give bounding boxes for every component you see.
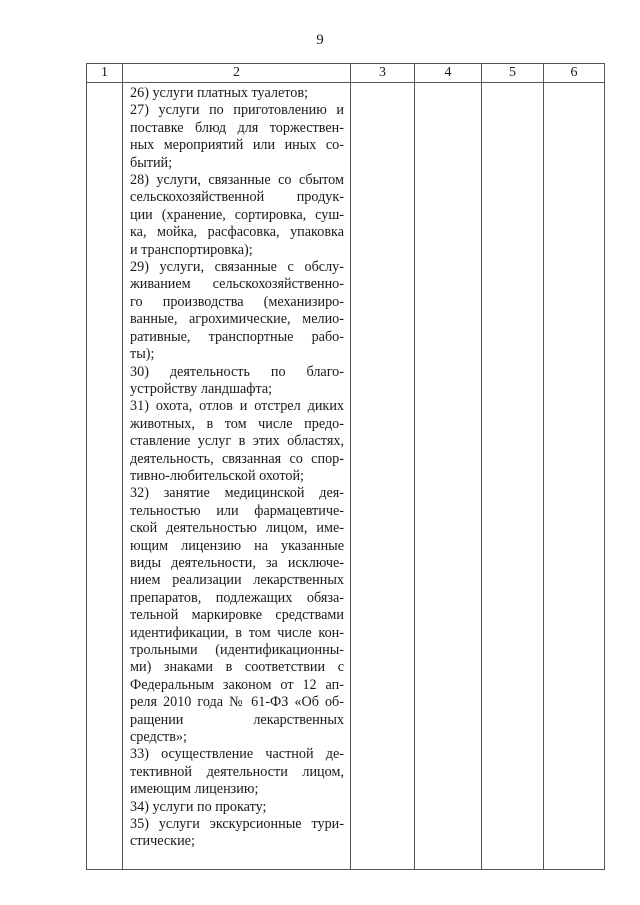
list-item-line: ющим лицензию на указанные xyxy=(130,537,344,554)
list-item-line: Федеральным законом от 12 ап- xyxy=(130,676,344,693)
cell-col-5 xyxy=(482,83,544,870)
list-item-line: виды деятельности, за исключе- xyxy=(130,554,344,571)
list-item-line: нием реализации лекарственных xyxy=(130,572,344,589)
column-header-5: 5 xyxy=(482,64,544,83)
list-item-line: имеющим лицензию; xyxy=(130,781,259,798)
list-item-line: ративные, транспортные рабо- xyxy=(130,328,344,345)
list-item xyxy=(130,172,344,259)
list-item-line: ставление услуг в этих областях, xyxy=(130,433,344,450)
list-item-line: тельностью или фармацевтиче- xyxy=(130,502,344,519)
list-item-line: поставке блюд для торжествен- xyxy=(130,119,344,136)
list-item-line: тивно-любительской охотой; xyxy=(130,467,304,484)
column-header-2: 2 xyxy=(123,64,351,83)
list-item-line: средств»; xyxy=(130,729,187,746)
list-item-line: 28) услуги, связанные со сбытом xyxy=(130,172,344,189)
column-header-3: 3 xyxy=(351,64,415,83)
cell-col-1 xyxy=(87,83,123,870)
document-table xyxy=(86,63,605,870)
list-item-line: трольными (идентификационны- xyxy=(130,642,344,658)
table-header-row xyxy=(87,64,605,83)
cell-col-6 xyxy=(544,83,605,870)
list-item-line: 26) услуги платных туалетов; xyxy=(130,85,309,101)
list-item xyxy=(130,799,344,816)
list-item-line: ми) знаками в соответствии с xyxy=(130,659,344,676)
list-item-line: стические; xyxy=(130,833,195,850)
table-row xyxy=(87,83,605,870)
list-item-line: ты); xyxy=(130,346,155,363)
list-item-line: ванные, агрохимические, мелио- xyxy=(130,311,344,328)
list-item-line: 31) охота, отлов и отстрел диких xyxy=(130,398,344,415)
list-item-line: живанием сельскохозяйственно- xyxy=(130,276,344,293)
cell-col-2 xyxy=(123,83,351,870)
list-item xyxy=(130,102,344,172)
list-item-line: 34) услуги по прокату; xyxy=(130,798,267,815)
list-item-line: реля 2010 года № 61-ФЗ «Об об- xyxy=(130,694,344,711)
list-item-line: идентификации, в том числе кон- xyxy=(130,624,344,641)
list-item-line: ции (хранение, сортировка, суш- xyxy=(130,206,344,223)
list-item-line: и транспортировка); xyxy=(130,241,253,258)
list-item-line: устройству ландшафта; xyxy=(130,380,273,397)
list-item-line: 27) услуги по приготовлению и xyxy=(130,102,344,119)
column-header-1: 1 xyxy=(87,64,123,83)
list-item-line: препаратов, подлежащих обяза- xyxy=(130,589,344,606)
list-item-line: 30) деятельность по благо- xyxy=(130,363,344,380)
list-item-line: 35) услуги экскурсионные тури- xyxy=(130,816,344,833)
list-item-line: тельной маркировке средствами xyxy=(130,607,344,624)
list-item xyxy=(130,85,344,102)
list-item-line: ка, мойка, расфасовка, упаковка xyxy=(130,224,344,241)
list-item xyxy=(130,398,344,485)
cell-col-4 xyxy=(415,83,482,870)
list-item-line: 29) услуги, связанные с обслу- xyxy=(130,259,344,276)
list-item-line: 32) занятие медицинской дея- xyxy=(130,485,344,502)
list-item-line: ных мероприятий или иных со- xyxy=(130,137,344,154)
list-item xyxy=(130,364,344,399)
column-header-6: 6 xyxy=(544,64,605,83)
services-list xyxy=(123,83,350,851)
list-item-line: тективной деятельности лицом, xyxy=(130,763,344,780)
list-item-line: бытий; xyxy=(130,154,173,171)
list-item-line: 33) осуществление частной де- xyxy=(130,746,344,763)
list-item-line: ской деятельностью лицом, име- xyxy=(130,520,344,537)
list-item-line: ращении лекарственных xyxy=(130,711,344,728)
list-item xyxy=(130,485,344,746)
list-item-line: сельскохозяйственной продук- xyxy=(130,189,344,206)
list-item xyxy=(130,816,344,851)
column-header-4: 4 xyxy=(415,64,482,83)
list-item-line: го производства (механизиро- xyxy=(130,293,344,310)
cell-col-3 xyxy=(351,83,415,870)
page-number: 9 xyxy=(316,32,324,48)
list-item-line: животных, в том числе предо- xyxy=(130,415,344,432)
list-item xyxy=(130,259,344,363)
list-item-line: деятельность, связанная со спор- xyxy=(130,450,344,467)
list-item xyxy=(130,746,344,798)
